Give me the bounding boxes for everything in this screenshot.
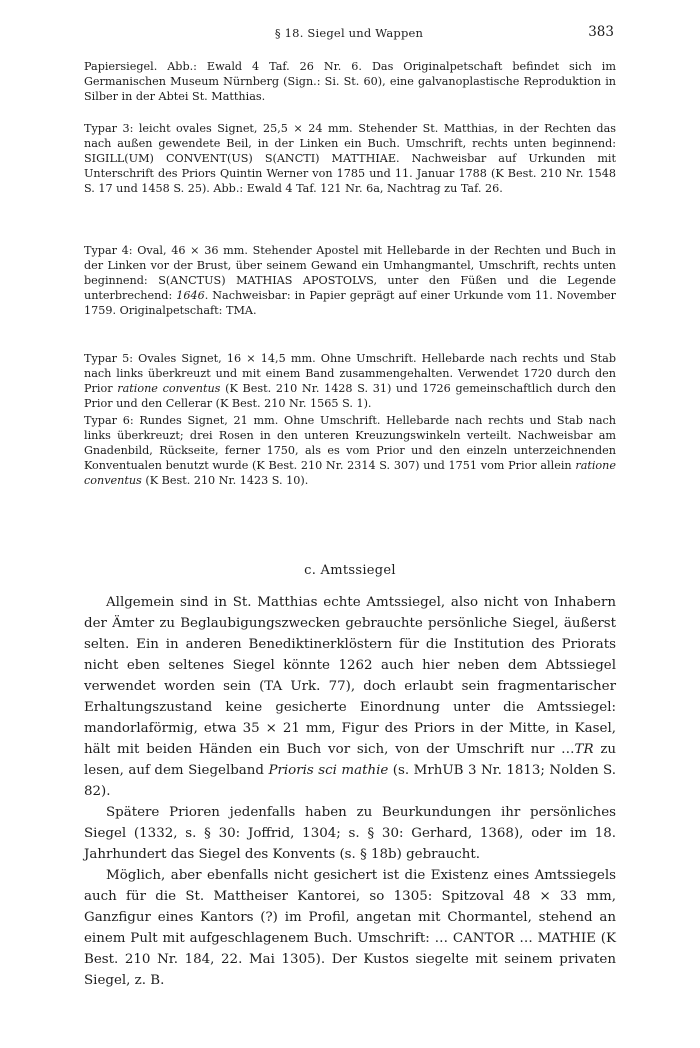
text-run: Typar 5: Ovales Signet, 16 × 14,5 mm. Ohne Umschrift. Hellebarde nach rechts und Stab nach links überkreuzt und mit einem Band zusammengehalten. Verwendet 1720 durch den Prior bbox=[84, 352, 616, 395]
text-run: . Nachweisbar: in Papier geprägt auf einer Urkunde vom 11. November 1759. Originalpetschaft: TMA. bbox=[84, 289, 616, 317]
paragraph-text bbox=[84, 121, 616, 196]
paragraph-typar-6 bbox=[84, 413, 616, 488]
text-run: Typar 6: Rundes Signet, 21 mm. Ohne Umschrift. Hellebarde nach rechts und Stab nach links überkreuzt; drei Rosen in den unteren Kreuzungswinkeln verteilt. Nachweisbar am Gnadenbild, Rückseite, ferner 1750, als es vom Prior und den einzeln unterzeichnenden Konventualen benutzt wurde (K Best. 210 Nr. 2314 S. 307) und 1751 vom Prior allein bbox=[84, 414, 616, 472]
paragraph-typar-4 bbox=[84, 243, 616, 318]
italic-text: ratione conventus bbox=[117, 382, 221, 395]
paragraph-text bbox=[84, 351, 616, 411]
text-run: (s. MrhUB 3 Nr. 1813; Nolden S. 82). bbox=[84, 763, 617, 799]
paragraph-text bbox=[84, 59, 616, 104]
text-run: Allgemein sind in St. Matthias echte Amtssiegel, also nicht von Inhabern der Ämter zu Beglaubigungszwecken gebrauchte persönliche Siegel, äußerst selten. Ein in anderen Benediktinerklöstern für die Institution des Priorats nicht eben seltenes Siegel könnte 1262 auch hier neben dem Abtssiegel verwendet worden sein (TA Urk. 77), doch erlaubt sein fragmentarischer Erhaltungszustand keine gesicherte Einordnung unter die Amtssiegel: mandorlaförmig, etwa 35 × 21 mm, Figur des Priors in der Mitte, in Kasel, hält mit beiden Händen ein Buch vor sich, von der Umschrift nur … bbox=[84, 595, 616, 757]
text-run: Typar 3: leicht ovales Signet, 25,5 × 24 mm. Stehender St. Matthias, in der Rechten das nach außen gewendete Beil, in der Linken ein Buch. Umschrift, rechts unten beginnend: SIGILL(UM) CONVENT(US) S(ANCTI) MATTHIAE. Nachweisbar auf Urkunden mit Unterschrift des Priors Quintin Werner von 1785 und 11. Januar 1788 (K Best. 210 Nr. 1548 S. 17 und 1458 S. 25). Abb.: Ewald 4 Taf. 121 Nr. 6a, Nachtrag zu Taf. 26. bbox=[84, 122, 616, 195]
text-run: (K Best. 210 Nr. 1423 S. 10). bbox=[141, 474, 309, 487]
paragraph-text bbox=[84, 243, 616, 318]
paragraph-kantorei bbox=[84, 865, 616, 991]
paragraph-typar-5 bbox=[84, 351, 616, 411]
paragraph-prioren bbox=[84, 802, 616, 865]
running-head: § 18. Siegel und Wappen bbox=[274, 26, 424, 40]
italic-text: ratione conventus bbox=[84, 459, 616, 487]
text-run: Typar 4: Oval, 46 × 36 mm. Stehender Apostel mit Hellebarde in der Rechten und Buch in der Linken vor der Brust, über seinem Gewand ein Umhangmantel, Umschrift, rechts unten beginnend: S(ANCTUS) MATHIAS APOSTOLVS, unter den Füßen und die Legende unterbrechend: bbox=[84, 244, 616, 302]
page-number: 383 bbox=[588, 24, 614, 40]
text-run: Papiersiegel. Abb.: Ewald 4 Taf. 26 Nr. 6. Das Originalpetschaft befindet sich im Germanischen Museum Nürnberg (Sign.: Si. St. 60), eine galvanoplastische Reproduktion in Silber in der Abtei St. Matthias. bbox=[84, 60, 616, 103]
paragraph-papiersiegel bbox=[84, 59, 616, 104]
paragraph-text bbox=[84, 413, 616, 488]
main-body bbox=[84, 592, 616, 991]
page-header bbox=[84, 24, 614, 44]
text-run: Spätere Prioren jedenfalls haben zu Beurkundungen ihr persönliches Siegel (1332, s. § 30: Joffrid, 1304; s. § 30: Gerhard, 1368), oder im 18. Jahrhundert das Siegel des Konvents (s. § 18b) gebraucht. bbox=[84, 805, 616, 862]
italic-text: TR bbox=[574, 742, 594, 757]
italic-text: 1646 bbox=[176, 289, 205, 302]
text-run: zu lesen, auf dem Siegelband bbox=[84, 742, 617, 778]
paragraph-typar-3 bbox=[84, 121, 616, 196]
section-heading: c. Amtssiegel bbox=[304, 563, 396, 578]
text-run: Möglich, aber ebenfalls nicht gesichert ist die Existenz eines Amtssiegels auch für die St. Mattheiser Kantorei, so 1305: Spitzoval 48 × 33 mm, Ganzfigur eines Kantors (?) im Profil, angetan mit Chormantel, stehend an einem Pult mit aufgeschlagenem Buch. Umschrift: … CANTOR … MATHIE (K Best. 210 Nr. 184, 22. Mai 1305). Der Kustos siegelte mit seinem privaten Siegel, z. B. bbox=[84, 868, 616, 988]
text-run: (K Best. 210 Nr. 1428 S. 31) und 1726 gemeinschaftlich durch den Prior und den Cellerar (K Best. 210 Nr. 1565 S. 1). bbox=[84, 382, 617, 410]
paragraph-amtssiegel bbox=[84, 592, 616, 802]
italic-text: Prioris sci mathie bbox=[268, 763, 389, 778]
